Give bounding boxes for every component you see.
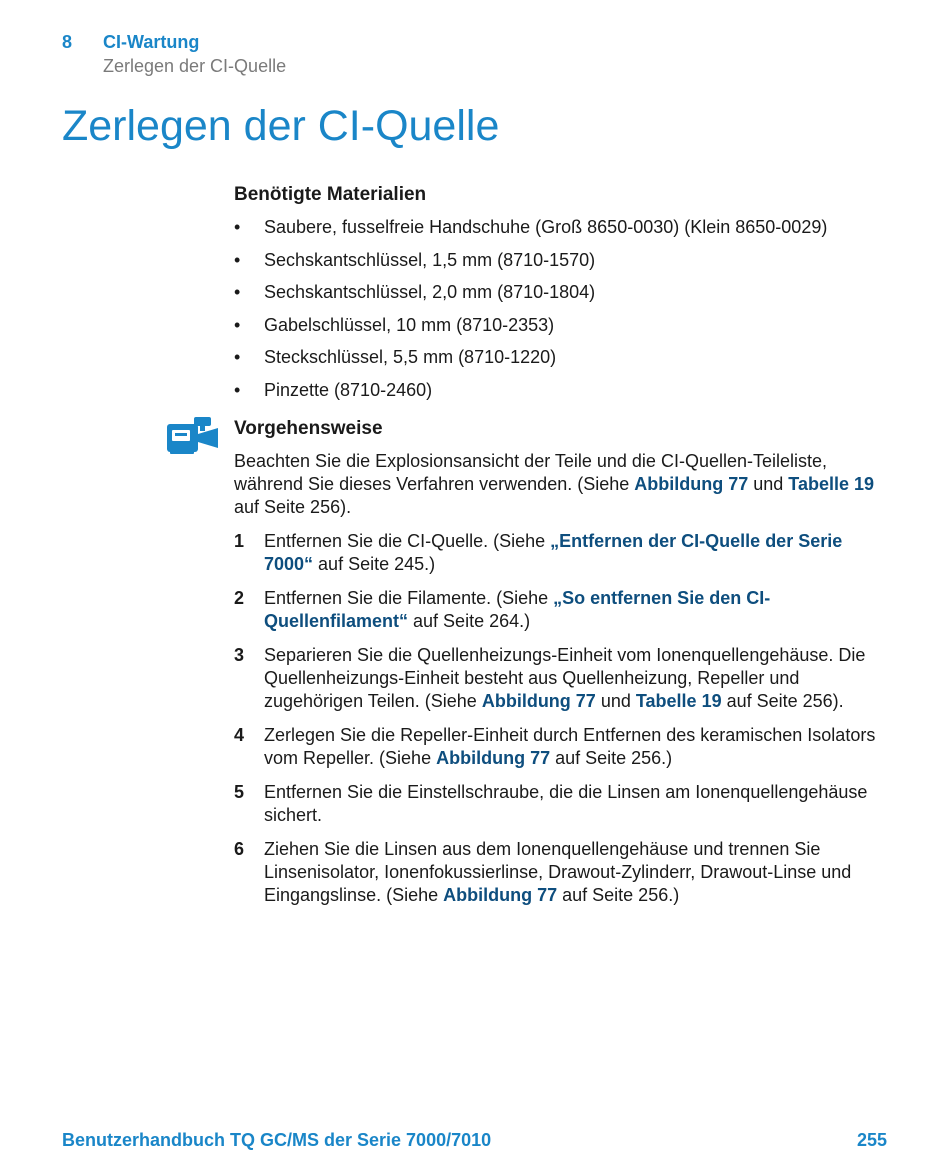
materials-item-text: Steckschlüssel, 5,5 mm (8710-1220) [264, 347, 557, 367]
step-text: auf Seite 245.) [313, 553, 436, 574]
bullet: • [234, 314, 241, 335]
bullet: • [234, 282, 241, 302]
step-link[interactable]: „So entfernen Sie den CI-Quellenfilament“ [264, 587, 771, 631]
materials-item-text: Gabelschlüssel, 10 mm (8710-2353) [264, 314, 555, 335]
procedure-heading: Vorgehensweise [234, 417, 383, 439]
footer-manual-title: Benutzerhandbuch TQ GC/MS der Serie 7000/7010 [62, 1130, 492, 1150]
figure-link[interactable]: Abbildung 77 [481, 690, 596, 711]
step-number: 4 [234, 724, 245, 745]
chapter-title: CI-Wartung [103, 32, 200, 52]
section-subtitle: Zerlegen der CI-Quelle [103, 56, 287, 76]
step-text: auf Seite 256.) [550, 747, 673, 768]
figure-link[interactable]: Abbildung 77 [634, 473, 749, 494]
step-text: und [595, 690, 636, 711]
bullet: • [234, 249, 241, 270]
figure-link[interactable]: Abbildung 77 [436, 747, 551, 768]
materials-list [234, 216, 894, 402]
materials-item [234, 249, 894, 272]
step-item [234, 781, 894, 827]
step-number: 2 [234, 587, 245, 608]
intro-text: Beachten Sie die Explosionsansicht der Teile und die CI-Quellen-Teileliste, während Sie dieses Verfahren verwenden. (Siehe [234, 450, 828, 494]
bullet: • [234, 379, 241, 400]
page-title: Zerlegen der CI-Quelle [62, 102, 500, 150]
step-text: auf Seite 264.) [408, 610, 531, 631]
materials-heading: Benötigte Materialien [234, 184, 427, 205]
table-link[interactable]: Tabelle 19 [635, 690, 722, 711]
step-text: Entfernen Sie die Einstellschraube, die die Linsen am Ionenquellengehäuse sichert. [264, 781, 868, 825]
table-link[interactable]: Tabelle 19 [788, 473, 875, 494]
step-text: auf Seite 256.) [557, 884, 680, 905]
materials-item-text: Sechskantschlüssel, 1,5 mm (8710-1570) [264, 249, 596, 270]
bullet: • [234, 217, 241, 237]
step-item [234, 724, 894, 770]
step-item [234, 530, 894, 576]
step-text: Separieren Sie die Quellenheizungs-Einheit vom Ionenquellengehäuse. Die Quellenheizungs-Einheit besteht aus Quellenheizung, Repeller und zugehörigen Teilen. (Siehe [264, 644, 866, 711]
materials-item-text: Saubere, fusselfreie Handschuhe (Groß 8650-0030) (Klein 8650-0029) [264, 217, 828, 237]
procedure-section [234, 417, 894, 907]
step-text: Zerlegen Sie die Repeller-Einheit durch Entfernen des keramischen Isolators vom Repeller. (Siehe [264, 724, 876, 768]
step-number: 3 [234, 644, 245, 665]
step-item [234, 644, 894, 713]
chapter-number: 8 [62, 32, 73, 52]
step-text: auf Seite 256). [721, 690, 844, 711]
materials-item-text: Pinzette (8710-2460) [264, 379, 433, 400]
figure-link[interactable]: Abbildung 77 [443, 884, 558, 905]
procedure-intro [234, 450, 894, 519]
main-content [234, 183, 894, 918]
step-text: Ziehen Sie die Linsen aus dem Ionenquellengehäuse und trennen Sie Linsenisolator, Ionenfokussierlinse, Drawout-Zylinderr, Drawout-Linse und Eingangslinse. (Siehe [264, 838, 852, 905]
step-link[interactable]: „Entfernen der CI-Quelle der Serie 7000“ [264, 530, 843, 574]
footer-page-number: 255 [856, 1130, 887, 1150]
step-number: 5 [234, 781, 245, 802]
intro-text: auf Seite 256). [234, 496, 352, 517]
step-number: 1 [234, 530, 245, 551]
materials-item [234, 314, 894, 337]
bullet: • [234, 347, 241, 367]
step-text: Entfernen Sie die CI-Quelle. (Siehe [264, 530, 551, 551]
steps-list [234, 530, 894, 907]
materials-item [234, 346, 894, 369]
materials-item [234, 216, 894, 239]
materials-item [234, 379, 894, 402]
step-item [234, 838, 894, 907]
materials-item [234, 281, 894, 304]
materials-item-text: Sechskantschlüssel, 2,0 mm (8710-1804) [264, 282, 596, 302]
video-camera-icon [166, 415, 220, 455]
step-number: 6 [234, 838, 245, 859]
intro-text: und [748, 473, 789, 494]
step-text: Entfernen Sie die Filamente. (Siehe [264, 587, 554, 608]
step-item [234, 587, 894, 633]
